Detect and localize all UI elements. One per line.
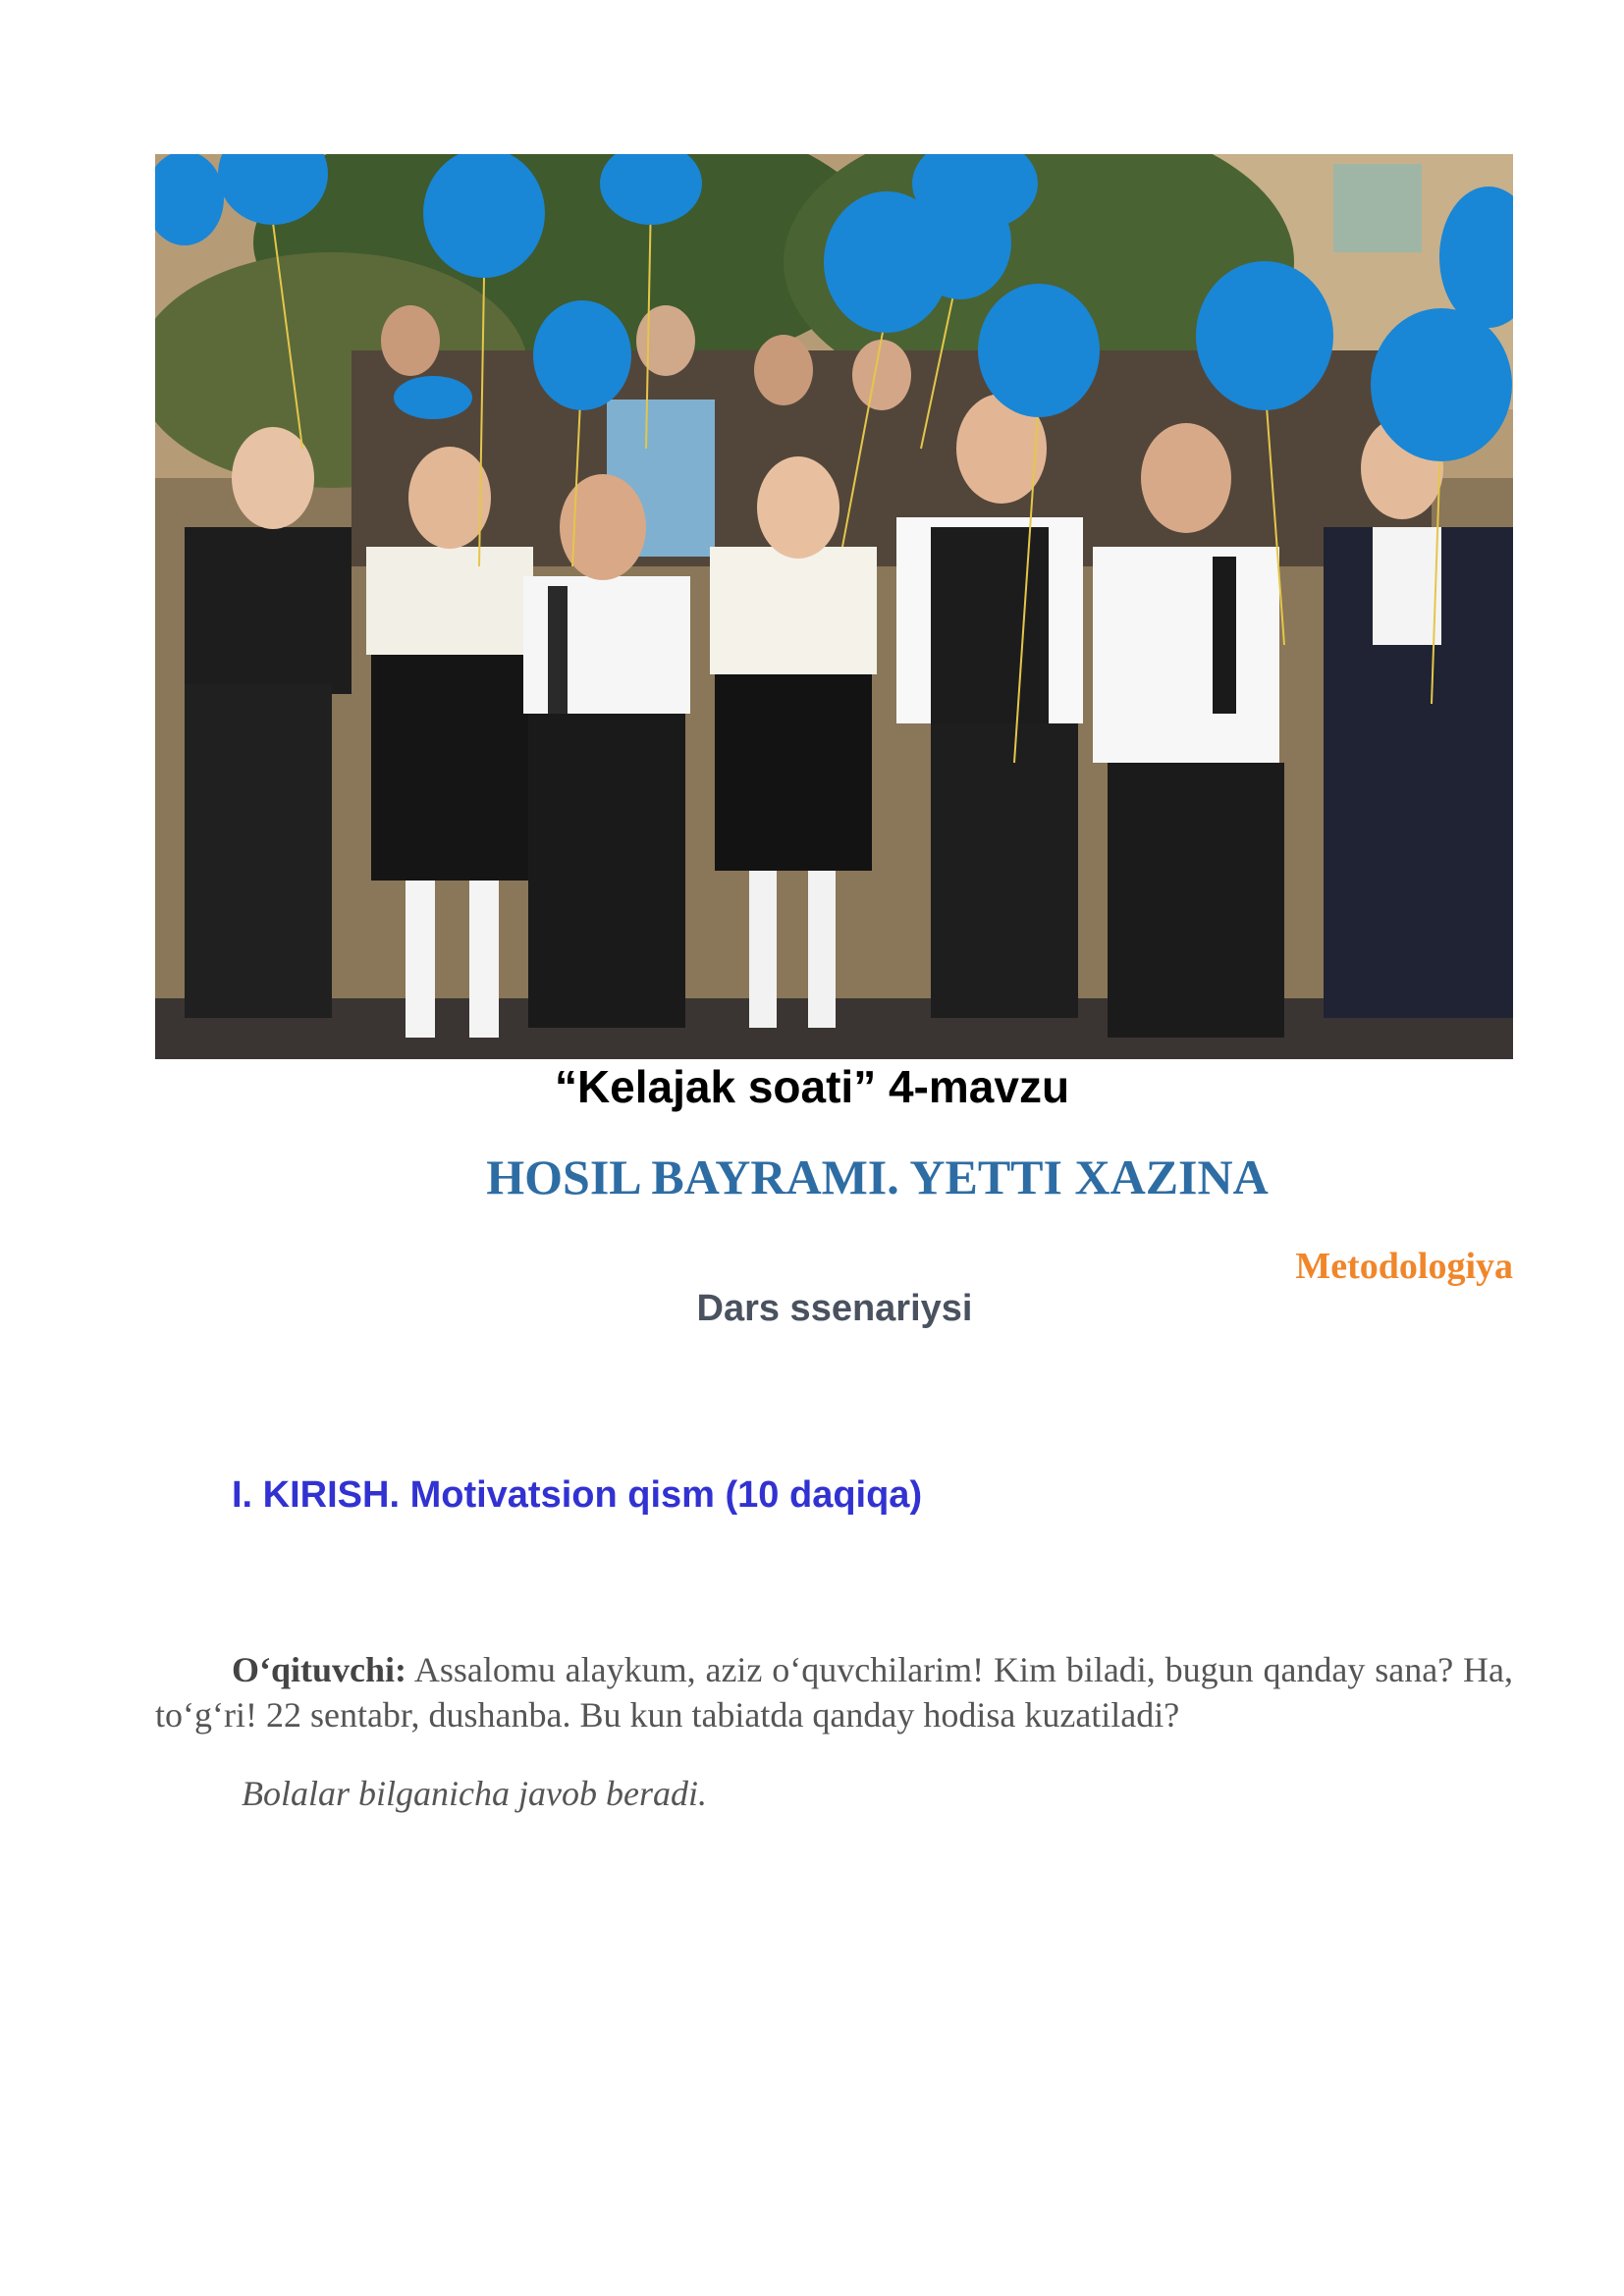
- document-type: Dars ssenariysi: [696, 1288, 973, 1329]
- teacher-text: Assalomu alaykum, aziz o‘quvchilarim! Kim biladi, bugun qanday sana? Ha, to‘g‘ri! 22 sentabr, dushanba. Bu kun tabiatda qanday hodisa kuzatiladi?: [155, 1650, 1513, 1735]
- lesson-subtitle: HOSIL BAYRAMI. YETTI XAZINA: [486, 1149, 1269, 1204]
- category-tag: Metodologiya: [1295, 1246, 1513, 1287]
- header-photo: [155, 154, 1513, 1059]
- teacher-paragraph: [155, 1647, 1513, 1737]
- section-heading: I. KIRISH. Motivatsion qism (10 daqiqa): [232, 1474, 923, 1516]
- speaker-label: O‘qituvchi:: [232, 1650, 407, 1689]
- children-with-balloons-image: [155, 154, 1513, 1059]
- lesson-title: “Kelajak soati” 4-mavzu: [554, 1061, 1070, 1112]
- student-note: Bolalar bilganicha javob beradi.: [242, 1774, 707, 1813]
